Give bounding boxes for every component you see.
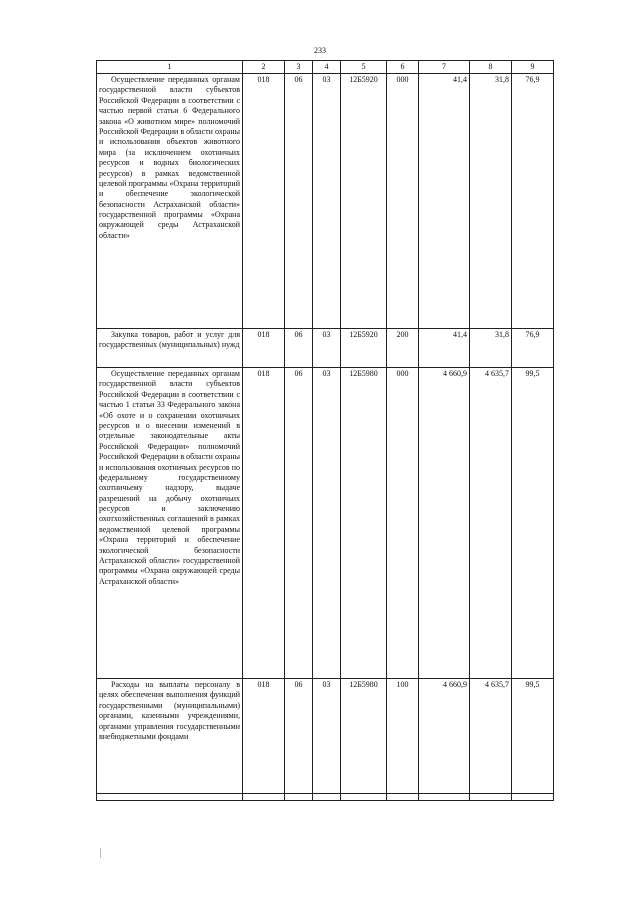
col-header-8: 8 [470, 61, 512, 74]
cell-admin-code: 018 [243, 329, 285, 368]
budget-table [96, 60, 554, 801]
cell-expense-type: 000 [387, 74, 419, 329]
table-row-continuation [97, 794, 554, 801]
cell-expense-type: 200 [387, 329, 419, 368]
cell-actual: 31,8 [470, 329, 512, 368]
cell-plan: 4 660,9 [419, 368, 470, 679]
cell-plan: 41,4 [419, 329, 470, 368]
cell-target-article: 12Б5920 [341, 74, 387, 329]
row-description: Осуществление переданных органам государственной власти субъектов Российской Федерации в соответствии с частью 1 статьи 33 Федерального закона «Об охоте и о сохранении охотничьих ресурсов и о внесении изменений в отдельные законодательные акты Российской Федерации» полномочий Российской Федерации в области охраны и использования охотничьих ресурсов по федеральному государственному охотничьему надзору, выдаче разрешений на добычу охотничьих ресурсов и заключению охотхозяйственных соглашений в рамках ведомственной целевой программы «Охрана территорий и обеспечение экологической безопасности Астраханской области» государственной программы «Охрана окружающей среды Астраханской области» [97, 368, 243, 679]
cell-expense-type: 100 [387, 679, 419, 794]
col-header-9: 9 [512, 61, 554, 74]
col-header-5: 5 [341, 61, 387, 74]
cell-section: 06 [285, 368, 313, 679]
row-description: Расходы на выплаты персоналу в целях обеспечения выполнения функций государственными (муниципальными) органами, казенными учреждениями, органами управления государственными внебюджетными фондами [97, 679, 243, 794]
col-header-3: 3 [285, 61, 313, 74]
cell-subsection: 03 [313, 368, 341, 679]
cell-target-article: 12Б5980 [341, 679, 387, 794]
cell-percent: 99,5 [512, 679, 554, 794]
cell-admin-code: 018 [243, 368, 285, 679]
cell-section: 06 [285, 329, 313, 368]
cell-subsection: 03 [313, 679, 341, 794]
cell-section: 06 [285, 74, 313, 329]
cell-subsection: 03 [313, 329, 341, 368]
page-number: 233 [314, 46, 326, 55]
table-row [97, 679, 554, 794]
cell-target-article: 12Б5920 [341, 329, 387, 368]
cell-percent: 76,9 [512, 329, 554, 368]
table-row [97, 329, 554, 368]
col-header-1: 1 [97, 61, 243, 74]
cell-plan: 41,4 [419, 74, 470, 329]
cell-section: 06 [285, 679, 313, 794]
cell-actual: 31,8 [470, 74, 512, 329]
cell-expense-type: 000 [387, 368, 419, 679]
scan-margin-mark [100, 848, 101, 858]
cell-admin-code: 018 [243, 74, 285, 329]
row-description: Закупка товаров, работ и услуг для государственных (муниципальных) нужд [97, 329, 243, 368]
col-header-2: 2 [243, 61, 285, 74]
cell-actual: 4 635,7 [470, 679, 512, 794]
cell-percent: 76,9 [512, 74, 554, 329]
col-header-7: 7 [419, 61, 470, 74]
header-row [97, 61, 554, 74]
row-description: Осуществление переданных органам государственной власти субъектов Российской Федерации в соответствии с частью первой статьи 6 Федерального закона «О животном мире» полномочий Российской Федерации в области охраны и использования объектов животного мира (за исключением охотничьих ресурсов и водных биологических ресурсов) в рамках ведомственной целевой программы «Охрана территорий и обеспечение экологической безопасности Астраханской области» государственной программы «Охрана окружающей среды Астраханской области» [97, 74, 243, 329]
col-header-4: 4 [313, 61, 341, 74]
cell-plan: 4 660,9 [419, 679, 470, 794]
cell-subsection: 03 [313, 74, 341, 329]
col-header-6: 6 [387, 61, 419, 74]
cell-target-article: 12Б5980 [341, 368, 387, 679]
table-row [97, 74, 554, 329]
cell-admin-code: 018 [243, 679, 285, 794]
cell-actual: 4 635,7 [470, 368, 512, 679]
table-row [97, 368, 554, 679]
cell-percent: 99,5 [512, 368, 554, 679]
